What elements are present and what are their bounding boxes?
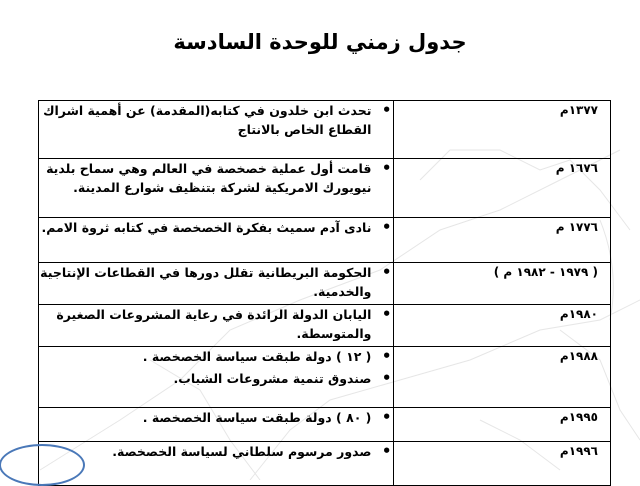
list-item: • الحكومة البريطانية تقلل دورها في القطاعات الإنتاجية والخدمية. xyxy=(39,263,371,301)
list-item: • تحدث ابن خلدون في كتابه(المقدمة) عن أهمية اشراك القطاع الخاص بالانتاج xyxy=(39,101,371,139)
date-cell xyxy=(394,305,611,347)
list-item: • ( ٨٠ ) دولة طبقت سياسة الخصخصة . xyxy=(39,408,371,427)
event-cell xyxy=(39,347,394,408)
date-text: ١٩٩٦م xyxy=(559,444,598,458)
table-row xyxy=(39,159,611,218)
date-text: ١٩٨٠م xyxy=(559,307,598,321)
date-text: ١٩٨٨م xyxy=(559,349,598,363)
date-cell xyxy=(394,263,611,305)
event-cell xyxy=(39,263,394,305)
table-row xyxy=(39,101,611,159)
date-cell xyxy=(394,408,611,442)
list-item: • قامت أول عملية خصخصة في العالم وهي سماح بلدية نيويورك الامريكية لشركة بتنظيف شوارع المدينة. xyxy=(39,159,371,197)
date-cell xyxy=(394,442,611,486)
date-text: ١٩٩٥م xyxy=(559,410,598,424)
list-item: • اليابان الدولة الرائدة في رعاية المشروعات الصغيرة والمتوسطة. xyxy=(39,305,371,343)
date-text: ١٦٧٦ م xyxy=(555,161,598,175)
table-row xyxy=(39,305,611,347)
event-cell xyxy=(39,408,394,442)
date-cell xyxy=(394,218,611,263)
table-row xyxy=(39,442,611,486)
event-cell xyxy=(39,305,394,347)
list-item: • صدور مرسوم سلطاني لسياسة الخصخصة. xyxy=(39,442,371,461)
event-cell xyxy=(39,218,394,263)
event-cell xyxy=(39,159,394,218)
list-item: • صندوق تنمية مشروعات الشباب. xyxy=(39,369,371,388)
table-row xyxy=(39,347,611,408)
event-cell xyxy=(39,101,394,159)
table-row xyxy=(39,263,611,305)
date-text: ( ١٩٧٩ - ١٩٨٢ م ) xyxy=(493,265,598,279)
date-text: ١٧٧٦ م xyxy=(555,220,598,234)
table-row xyxy=(39,408,611,442)
date-text: ١٣٧٧م xyxy=(559,103,598,117)
date-cell xyxy=(394,159,611,218)
event-cell xyxy=(39,442,394,486)
table-row xyxy=(39,218,611,263)
list-item: • نادى آدم سميث بفكرة الخصخصة في كتابه ثروة الامم. xyxy=(39,218,371,237)
list-item: • ( ١٢ ) دولة طبقت سياسة الخصخصة . xyxy=(39,347,371,366)
date-cell xyxy=(394,101,611,159)
date-cell xyxy=(394,347,611,408)
timeline-table xyxy=(38,100,611,486)
page-title: جدول زمني للوحدة السادسة xyxy=(173,30,467,54)
